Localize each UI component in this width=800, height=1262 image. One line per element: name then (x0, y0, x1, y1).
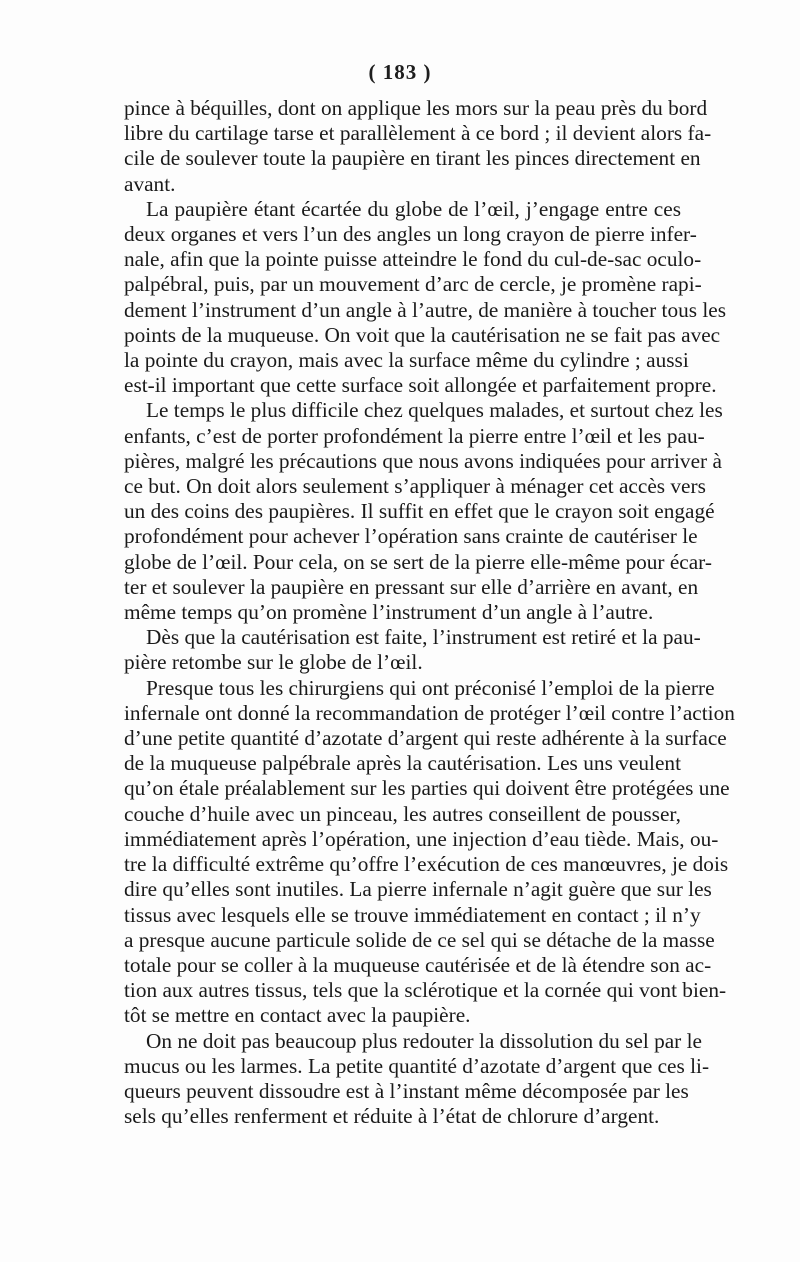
text-line: cile de soulever toute la paupière en tirant les pinces directement en (124, 146, 701, 171)
text-line: palpébral, puis, par un mouvement d’arc de cercle, je promène rapi- (124, 272, 702, 297)
text-line: profondément pour achever l’opération sans crainte de cautériser le (124, 524, 698, 549)
text-line: sels qu’elles renferment et réduite à l’état de chlorure d’argent. (124, 1104, 660, 1129)
paragraph (124, 196, 727, 399)
text-line: d’une petite quantité d’azotate d’argent qui reste adhérente à la surface (124, 726, 727, 751)
paragraph (124, 675, 735, 1029)
text-line: pière retombe sur le globe de l’œil. (124, 650, 423, 675)
text-line: tôt se mettre en contact avec la paupière. (124, 1003, 471, 1028)
text-line: globe de l’œil. Pour cela, on se sert de la pierre elle-même pour écar- (124, 549, 712, 574)
text-line: totale pour se coller à la muqueuse cautérisée et de là étendre son ac- (124, 952, 712, 977)
text-line: pières, malgré les précautions que nous avons indiquées pour arriver à (124, 448, 722, 473)
text-line: queurs peuvent dissoudre est à l’instant même décomposée par les (124, 1078, 689, 1103)
text-line: immédiatement après l’opération, une injection d’eau tiède. Mais, ou- (124, 826, 719, 851)
text-line: un des coins des paupières. Il suffit en effet que le crayon soit engagé (124, 499, 715, 524)
text-line: libre du cartilage tarse et parallèlement à ce bord ; il devient alors fa- (124, 121, 712, 146)
text-line: Le temps le plus difficile chez quelques malades, et surtout chez les (146, 398, 723, 423)
text-line: nale, afin que la pointe puisse atteindre le fond du cul-de-sac oculo- (124, 247, 702, 272)
text-line: Dès que la cautérisation est faite, l’instrument est retiré et la pau- (146, 625, 701, 650)
text-line: dire qu’elles sont inutiles. La pierre infernale n’agit guère que sur les (124, 877, 712, 902)
paragraph (124, 398, 723, 625)
text-line: tissus avec lesquels elle se trouve immédiatement en contact ; il n’y (124, 902, 701, 927)
paragraph (124, 1028, 710, 1130)
text-line: tre la difficulté extrême qu’offre l’exécution de ces manœuvres, je dois (124, 852, 729, 877)
text-line: de la muqueuse palpébrale après la cautérisation. Les uns veulent (124, 751, 681, 776)
text-line: ter et soulever la paupière en pressant sur elle d’arrière en avant, en (124, 574, 699, 599)
text-line: avant. (124, 171, 176, 196)
text-line: ce but. On doit alors seulement s’appliquer à ménager cet accès vers (124, 474, 706, 499)
text-line: est-il important que cette surface soit allongée et parfaitement propre. (124, 373, 717, 398)
paragraph (124, 625, 701, 675)
text-line: couche d’huile avec un pinceau, les autres conseillent de pousser, (124, 801, 681, 826)
text-line: infernale ont donné la recommandation de protéger l’œil contre l’action (124, 700, 735, 725)
text-line: Presque tous les chirurgiens qui ont préconisé l’emploi de la pierre (146, 675, 715, 700)
paragraph (124, 96, 712, 197)
body-text (124, 96, 735, 1129)
text-line: points de la muqueuse. On voit que la cautérisation ne se fait pas avec (124, 322, 721, 347)
text-line: pince à béquilles, dont on applique les mors sur la peau près du bord (124, 96, 708, 120)
text-line: dement l’instrument d’un angle à l’autre, de manière à toucher tous les (124, 297, 727, 322)
text-line: deux organes et vers l’un des angles un long crayon de pierre infer- (124, 222, 697, 247)
text-line: tion aux autres tissus, tels que la sclérotique et la cornée qui vont bien- (124, 978, 727, 1003)
text-line: la pointe du crayon, mais avec la surface même du cylindre ; aussi (124, 348, 689, 373)
text-line: enfants, c’est de porter profondément la pierre entre l’œil et les pau- (124, 423, 705, 448)
text-line: a presque aucune particule solide de ce sel qui se détache de la masse (124, 927, 715, 952)
text-line: mucus ou les larmes. La petite quantité d’azotate d’argent que ces li- (124, 1053, 710, 1078)
text-line: On ne doit pas beaucoup plus redouter la dissolution du sel par le (146, 1028, 702, 1053)
text-line: qu’on étale préalablement sur les parties qui doivent être protégées une (124, 776, 730, 801)
page-number: ( 183 ) (368, 60, 432, 84)
text-line: La paupière étant écartée du globe de l’œil, j’engage entre ces (146, 196, 681, 221)
text-line: même temps qu’on promène l’instrument d’un angle à l’autre. (124, 600, 654, 625)
